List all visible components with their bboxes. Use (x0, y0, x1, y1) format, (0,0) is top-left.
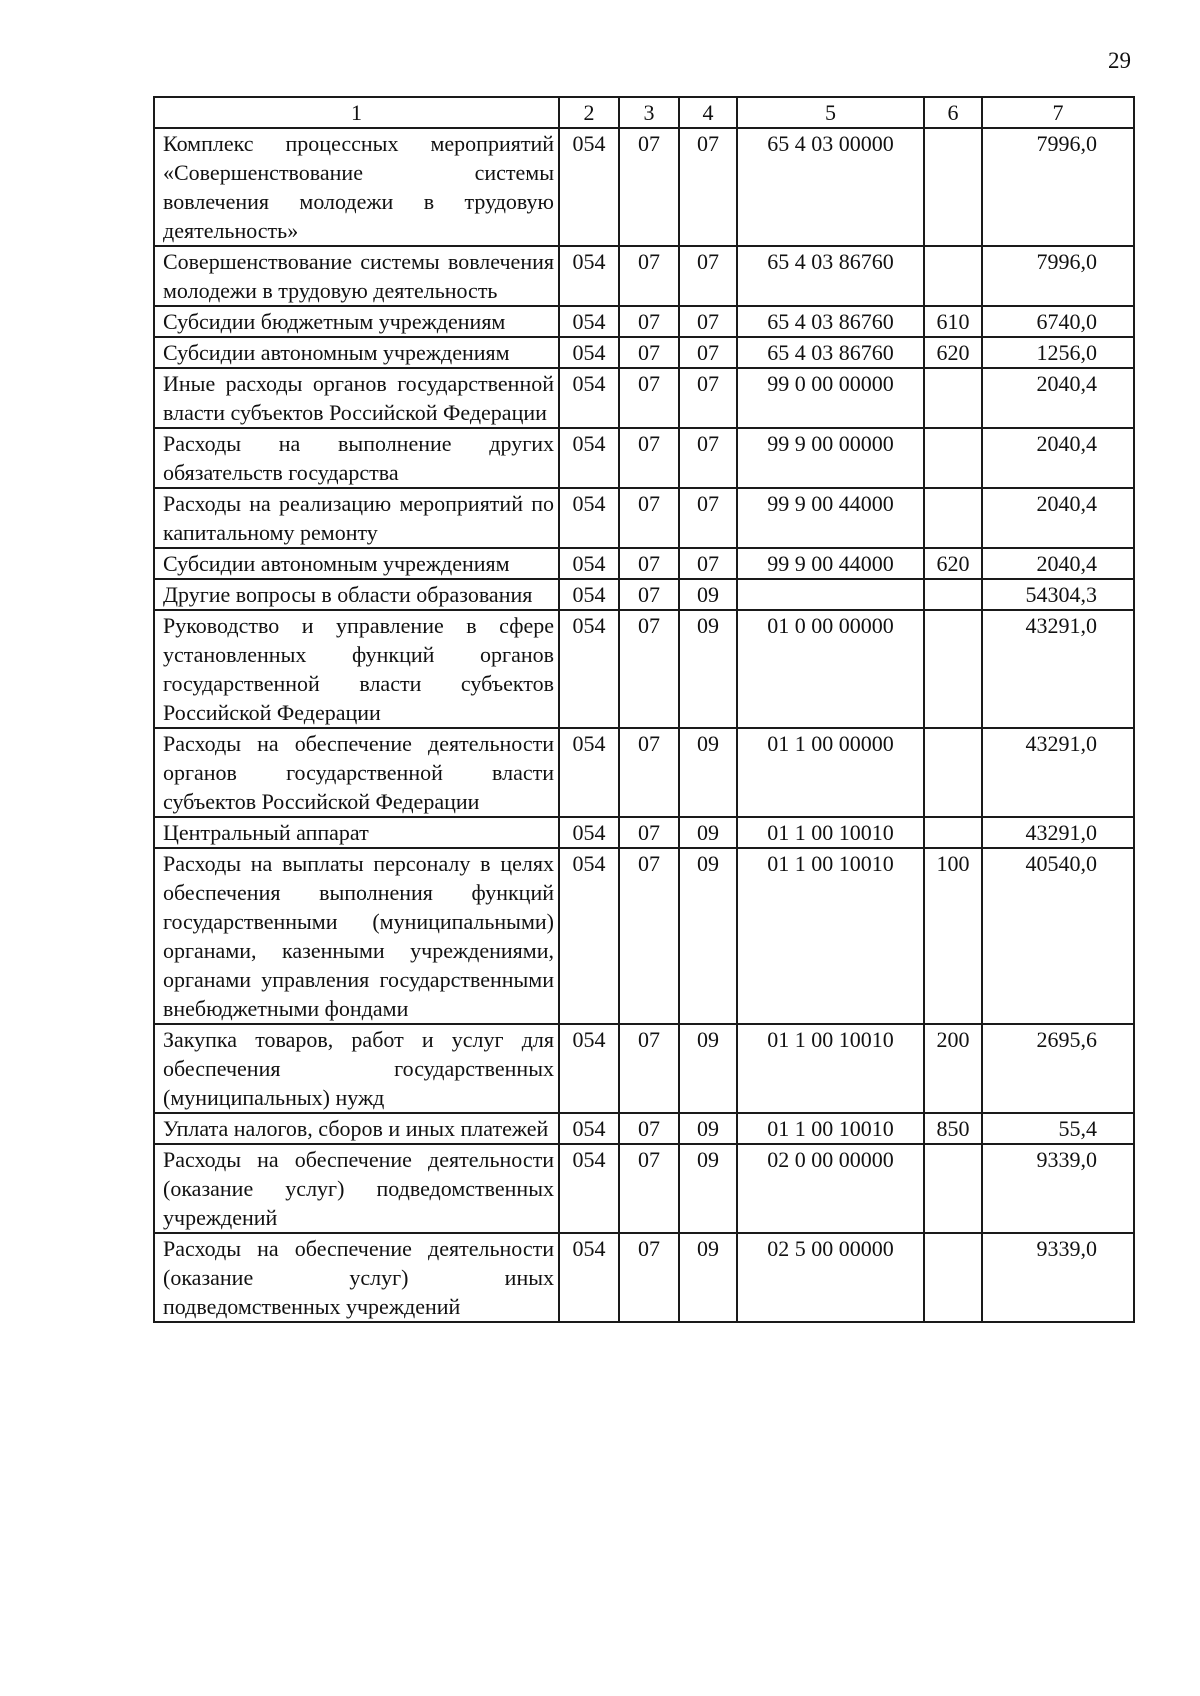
section-code: 07 (619, 128, 679, 246)
ministry-code: 054 (559, 728, 619, 817)
subsection-code: 07 (679, 128, 737, 246)
target-article-code: 01 0 00 00000 (737, 610, 924, 728)
expense-type-code: 620 (924, 337, 982, 368)
amount: 43291,0 (982, 728, 1134, 817)
amount: 55,4 (982, 1113, 1134, 1144)
subsection-code: 07 (679, 488, 737, 548)
row-name: Расходы на реализацию мероприятий по капитальному ремонту (154, 488, 559, 548)
header-col-1: 1 (154, 97, 559, 128)
table-row (154, 128, 1134, 246)
subsection-code: 09 (679, 1144, 737, 1233)
row-name: Закупка товаров, работ и услуг для обеспечения государственных (муниципальных) нужд (154, 1024, 559, 1113)
table-row (154, 368, 1134, 428)
row-name: Уплата налогов, сборов и иных платежей (154, 1113, 559, 1144)
subsection-code: 07 (679, 337, 737, 368)
row-name: Комплекс процессных мероприятий «Совершенствование системы вовлечения молодежи в трудовую деятельность» (154, 128, 559, 246)
table-row (154, 848, 1134, 1024)
header-row (154, 97, 1134, 128)
table-row (154, 579, 1134, 610)
subsection-code: 09 (679, 728, 737, 817)
page-number: 29 (1108, 48, 1131, 73)
ministry-code: 054 (559, 1113, 619, 1144)
subsection-code: 07 (679, 368, 737, 428)
target-article-code: 01 1 00 10010 (737, 848, 924, 1024)
target-article-code: 99 9 00 00000 (737, 428, 924, 488)
expense-type-code (924, 128, 982, 246)
budget-table (153, 96, 1135, 1323)
row-name: Руководство и управление в сфере установленных функций органов государственной власти субъектов Российской Федерации (154, 610, 559, 728)
expense-type-code: 620 (924, 548, 982, 579)
ministry-code: 054 (559, 1024, 619, 1113)
expense-type-code (924, 579, 982, 610)
amount: 7996,0 (982, 128, 1134, 246)
amount: 6740,0 (982, 306, 1134, 337)
header-col-4: 4 (679, 97, 737, 128)
table-row (154, 610, 1134, 728)
expense-type-code (924, 428, 982, 488)
table-row (154, 1113, 1134, 1144)
section-code: 07 (619, 579, 679, 610)
section-code: 07 (619, 817, 679, 848)
section-code: 07 (619, 1144, 679, 1233)
header-col-7: 7 (982, 97, 1134, 128)
subsection-code: 07 (679, 246, 737, 306)
table-row (154, 428, 1134, 488)
section-code: 07 (619, 368, 679, 428)
ministry-code: 054 (559, 1233, 619, 1322)
expense-type-code: 200 (924, 1024, 982, 1113)
expense-type-code (924, 1233, 982, 1322)
row-name: Расходы на выполнение других обязательств государства (154, 428, 559, 488)
expense-type-code: 610 (924, 306, 982, 337)
section-code: 07 (619, 306, 679, 337)
section-code: 07 (619, 428, 679, 488)
section-code: 07 (619, 848, 679, 1024)
section-code: 07 (619, 610, 679, 728)
target-article-code: 02 5 00 00000 (737, 1233, 924, 1322)
header-col-3: 3 (619, 97, 679, 128)
section-code: 07 (619, 337, 679, 368)
target-article-code: 65 4 03 86760 (737, 306, 924, 337)
ministry-code: 054 (559, 610, 619, 728)
header-col-2: 2 (559, 97, 619, 128)
subsection-code: 07 (679, 306, 737, 337)
subsection-code: 07 (679, 428, 737, 488)
table-row (154, 1233, 1134, 1322)
ministry-code: 054 (559, 488, 619, 548)
row-name: Совершенствование системы вовлечения молодежи в трудовую деятельность (154, 246, 559, 306)
header-col-6: 6 (924, 97, 982, 128)
amount: 9339,0 (982, 1233, 1134, 1322)
target-article-code: 01 1 00 00000 (737, 728, 924, 817)
amount: 40540,0 (982, 848, 1134, 1024)
subsection-code: 09 (679, 579, 737, 610)
subsection-code: 09 (679, 848, 737, 1024)
expense-type-code (924, 610, 982, 728)
expense-type-code: 850 (924, 1113, 982, 1144)
target-article-code: 99 9 00 44000 (737, 548, 924, 579)
expense-type-code (924, 246, 982, 306)
table-row (154, 548, 1134, 579)
row-name: Другие вопросы в области образования (154, 579, 559, 610)
table-row (154, 488, 1134, 548)
expense-type-code (924, 728, 982, 817)
amount: 43291,0 (982, 817, 1134, 848)
amount: 2040,4 (982, 548, 1134, 579)
row-name: Расходы на выплаты персоналу в целях обеспечения выполнения функций государственными (муниципальными) органами, казенными учреждениями, органами управления государственными внебюджетными фондами (154, 848, 559, 1024)
table-row (154, 1144, 1134, 1233)
table-row (154, 728, 1134, 817)
expense-type-code (924, 817, 982, 848)
amount: 9339,0 (982, 1144, 1134, 1233)
target-article-code: 01 1 00 10010 (737, 1113, 924, 1144)
ministry-code: 054 (559, 848, 619, 1024)
target-article-code (737, 579, 924, 610)
table-row (154, 246, 1134, 306)
subsection-code: 09 (679, 610, 737, 728)
expense-type-code (924, 1144, 982, 1233)
section-code: 07 (619, 1233, 679, 1322)
subsection-code: 09 (679, 817, 737, 848)
ministry-code: 054 (559, 1144, 619, 1233)
ministry-code: 054 (559, 337, 619, 368)
ministry-code: 054 (559, 548, 619, 579)
amount: 2040,4 (982, 368, 1134, 428)
ministry-code: 054 (559, 368, 619, 428)
amount: 2040,4 (982, 428, 1134, 488)
ministry-code: 054 (559, 128, 619, 246)
section-code: 07 (619, 1113, 679, 1144)
target-article-code: 02 0 00 00000 (737, 1144, 924, 1233)
section-code: 07 (619, 488, 679, 548)
target-article-code: 99 9 00 44000 (737, 488, 924, 548)
amount: 2040,4 (982, 488, 1134, 548)
row-name: Субсидии бюджетным учреждениям (154, 306, 559, 337)
table-row (154, 337, 1134, 368)
section-code: 07 (619, 246, 679, 306)
subsection-code: 09 (679, 1024, 737, 1113)
row-name: Субсидии автономным учреждениям (154, 337, 559, 368)
subsection-code: 09 (679, 1113, 737, 1144)
target-article-code: 01 1 00 10010 (737, 817, 924, 848)
subsection-code: 09 (679, 1233, 737, 1322)
section-code: 07 (619, 548, 679, 579)
ministry-code: 054 (559, 817, 619, 848)
amount: 54304,3 (982, 579, 1134, 610)
header-col-5: 5 (737, 97, 924, 128)
target-article-code: 65 4 03 00000 (737, 128, 924, 246)
amount: 43291,0 (982, 610, 1134, 728)
amount: 7996,0 (982, 246, 1134, 306)
row-name: Расходы на обеспечение деятельности (оказание услуг) иных подведомственных учреждений (154, 1233, 559, 1322)
table-row (154, 306, 1134, 337)
section-code: 07 (619, 1024, 679, 1113)
ministry-code: 054 (559, 428, 619, 488)
target-article-code: 65 4 03 86760 (737, 246, 924, 306)
target-article-code: 99 0 00 00000 (737, 368, 924, 428)
target-article-code: 01 1 00 10010 (737, 1024, 924, 1113)
row-name: Центральный аппарат (154, 817, 559, 848)
ministry-code: 054 (559, 579, 619, 610)
table-row (154, 1024, 1134, 1113)
ministry-code: 054 (559, 246, 619, 306)
row-name: Расходы на обеспечение деятельности (оказание услуг) подведомственных учреждений (154, 1144, 559, 1233)
target-article-code: 65 4 03 86760 (737, 337, 924, 368)
expense-type-code (924, 368, 982, 428)
ministry-code: 054 (559, 306, 619, 337)
section-code: 07 (619, 728, 679, 817)
expense-type-code: 100 (924, 848, 982, 1024)
expense-type-code (924, 488, 982, 548)
amount: 2695,6 (982, 1024, 1134, 1113)
row-name: Расходы на обеспечение деятельности органов государственной власти субъектов Российской Федерации (154, 728, 559, 817)
row-name: Субсидии автономным учреждениям (154, 548, 559, 579)
subsection-code: 07 (679, 548, 737, 579)
amount: 1256,0 (982, 337, 1134, 368)
table-row (154, 817, 1134, 848)
row-name: Иные расходы органов государственной власти субъектов Российской Федерации (154, 368, 559, 428)
